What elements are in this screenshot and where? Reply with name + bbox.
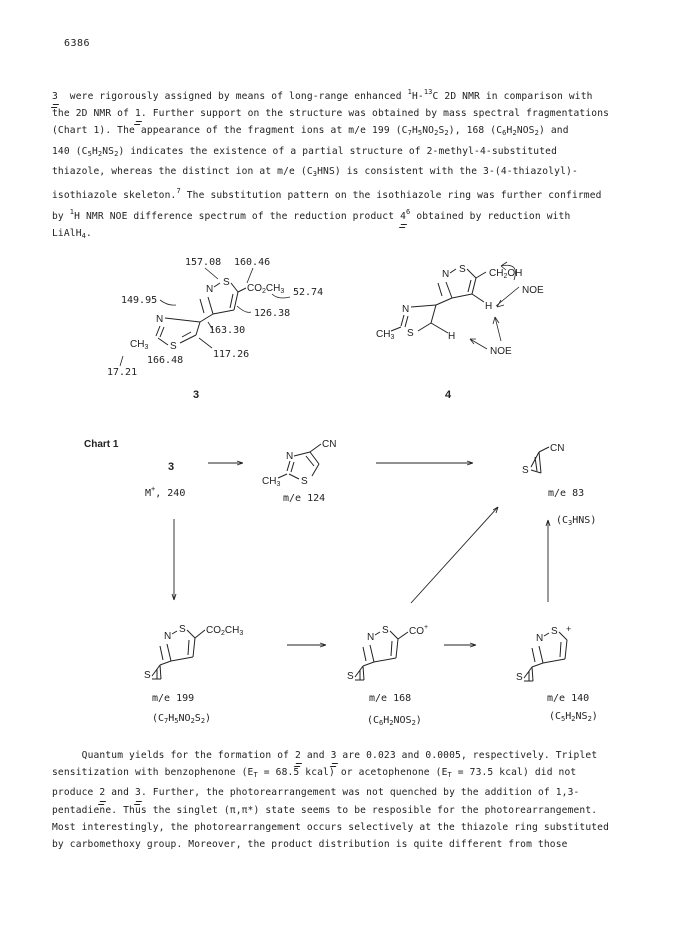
- svg-text:160.46: 160.46: [234, 257, 271, 268]
- svg-text:S: S: [516, 672, 523, 683]
- svg-text:NOE: NOE: [490, 346, 512, 357]
- compound-ref-2: 2: [295, 747, 301, 764]
- svg-text:CN: CN: [322, 439, 337, 450]
- svg-text:H: H: [485, 301, 493, 312]
- compound-3-shifts: [107, 257, 323, 378]
- svg-text:163.30: 163.30: [209, 325, 246, 336]
- svg-text:H: H: [448, 331, 456, 342]
- para1-line-7: by $^1$H NMR NOE difference spectrum of the reduction product $4^6$ obtained by reduction with: [52, 204, 652, 225]
- svg-text:CO2CH3: $CO_2CH_3$: [206, 625, 244, 637]
- compound-3-thiazole-ring: [130, 314, 213, 352]
- compound-4-isothiazole-ring: [438, 264, 522, 312]
- svg-text:17.21: 17.21: [107, 367, 138, 378]
- para1-line-4: 140 $(C_5H_2NS_2)$ indicates the existence of a partial structure of 2-methyl-4-substituted: [52, 145, 558, 158]
- para2-line-4: pentadiene. Thus the singlet (π,π*) state seems to be resposible for the photorearrangement.: [52, 804, 598, 816]
- svg-text:149.95: 149.95: [121, 295, 158, 306]
- svg-text:166.48: 166.48: [147, 355, 184, 366]
- svg-text:S: S: [347, 671, 354, 682]
- svg-text:N: N: [442, 269, 450, 280]
- para2-line-5: Most interestingly, the photorearrangement occurs selectively at the thiazole ring substituted: [52, 821, 610, 833]
- compound-4-label: 4: [445, 389, 452, 401]
- ion-83-formula: $(C_3HNS)$: [556, 515, 597, 527]
- svg-text:S: S: [144, 670, 151, 681]
- compound-ref-1: 1: [135, 105, 141, 122]
- svg-text:S: S: [179, 624, 186, 635]
- svg-text:117.26: 117.26: [213, 349, 250, 360]
- para1-line-6: isothiazole skeleton.$^7$ The substitution pattern on the isothiazole ring was further confirmed: [52, 187, 602, 202]
- para2-line-3: produce 2 and 3. Further, the photorearrangement was not quenched by the addition of 1,3-: [52, 784, 652, 801]
- svg-text:CH2OH: $CH_2OH$: [489, 268, 523, 280]
- svg-text:CN: CN: [550, 443, 565, 454]
- page-number: 6386: [64, 38, 91, 49]
- ion-124-structure: [262, 439, 336, 488]
- svg-text:S: S: [551, 626, 558, 637]
- svg-text:S: S: [382, 625, 389, 636]
- para2-line-1: Quantum yields for the formation of 2 and 3 are 0.023 and 0.0005, respectively. Triplet: [52, 747, 652, 764]
- ion-140-structure: [516, 624, 571, 683]
- ion-168-structure: [347, 624, 428, 682]
- chart1-molecular-ion: M+, 240: [145, 485, 186, 499]
- ion-140-label: m/e 140: [547, 693, 590, 704]
- ion-124-label: m/e 124: [283, 493, 326, 504]
- svg-text:N: N: [156, 314, 164, 325]
- para1-line-2: the 2D NMR of 1. Further support on the structure was obtained by mass spectral fragmentations: [52, 105, 652, 122]
- compound-3-label: 3: [193, 389, 200, 401]
- svg-text:CH3: $CH_3$: [376, 329, 395, 341]
- svg-text:NOE: NOE: [522, 285, 544, 296]
- ion-140-formula: $(C_5H_2NS_2)$: [549, 711, 598, 723]
- compound-ref-4: 4: [400, 208, 406, 225]
- para1-line-8: LiAlH$_4$.: [52, 228, 92, 241]
- compound-ref-3b: 3: [331, 747, 337, 764]
- ion-168-formula: $(C_6H_2NOS_2)$: [367, 715, 422, 727]
- svg-text:S: S: [170, 341, 177, 352]
- para1-line-3: (Chart 1). The appearance of the fragment ions at m/e 199 $(C_7H_5NO_2S_2)$, 168 $(C_6H_2NOS_2)$ and: [52, 125, 569, 138]
- svg-text:S: S: [522, 465, 529, 476]
- svg-text:N: N: [206, 284, 214, 295]
- para1-line-1: 3 were rigorously assigned by means of long-range enhanced $^1$H-$^{13}$C 2D NMR in comparison with: [52, 84, 652, 105]
- svg-text:S: S: [459, 264, 466, 275]
- ion-83-structure: [522, 443, 564, 476]
- svg-text:CO+: CO+: [409, 624, 429, 637]
- svg-text:S: S: [301, 476, 308, 487]
- svg-text:N: N: [367, 632, 375, 643]
- svg-text:157.08: 157.08: [185, 257, 222, 268]
- compound-4-thiazole-ring: [376, 298, 455, 342]
- svg-text:N: N: [286, 451, 294, 462]
- svg-text:S: S: [223, 277, 230, 288]
- svg-text:126.38: 126.38: [254, 308, 291, 319]
- svg-text:N: N: [402, 304, 410, 315]
- ion-199-structure: [144, 624, 243, 681]
- ion-83-label: m/e 83: [548, 488, 585, 499]
- chart1-start-compound: 3: [168, 461, 175, 473]
- ion-199-label: m/e 199: [152, 693, 195, 704]
- svg-text:N: N: [164, 631, 172, 642]
- paragraph-2: [52, 747, 652, 853]
- para2-line-2: sensitization with benzophenone ($E_T = 68.5$ kcal) or acetophenone ($E_T = 73.5$ kcal) did not: [52, 767, 577, 780]
- ion-199-formula: $(C_7H_5NO_2S_2)$: [152, 713, 212, 725]
- svg-text:+: +: [566, 624, 572, 634]
- svg-text:N: N: [536, 633, 544, 644]
- svg-text:CH3: $CH_3$: [262, 476, 281, 488]
- para2-line-6: by carbomethoxy group. Moreover, the product distribution is quite different from those: [52, 839, 568, 851]
- chart1-arrows: [172, 461, 550, 647]
- svg-text:S: S: [407, 328, 414, 339]
- compound-ref-3: 3: [52, 88, 58, 105]
- svg-text:CO2CH3: $CO_2CH_3$: [247, 283, 285, 295]
- svg-text:52.74: 52.74: [293, 287, 324, 298]
- ion-168-label: m/e 168: [369, 693, 412, 704]
- para1-line-5: thiazole, whereas the distinct ion at m/e $(C_3HNS)$ is consistent with the 3-(4-thiazolyl)-: [52, 165, 578, 178]
- svg-text:CH3: $CH_3$: [130, 339, 149, 351]
- chart1-title: Chart 1: [84, 439, 119, 450]
